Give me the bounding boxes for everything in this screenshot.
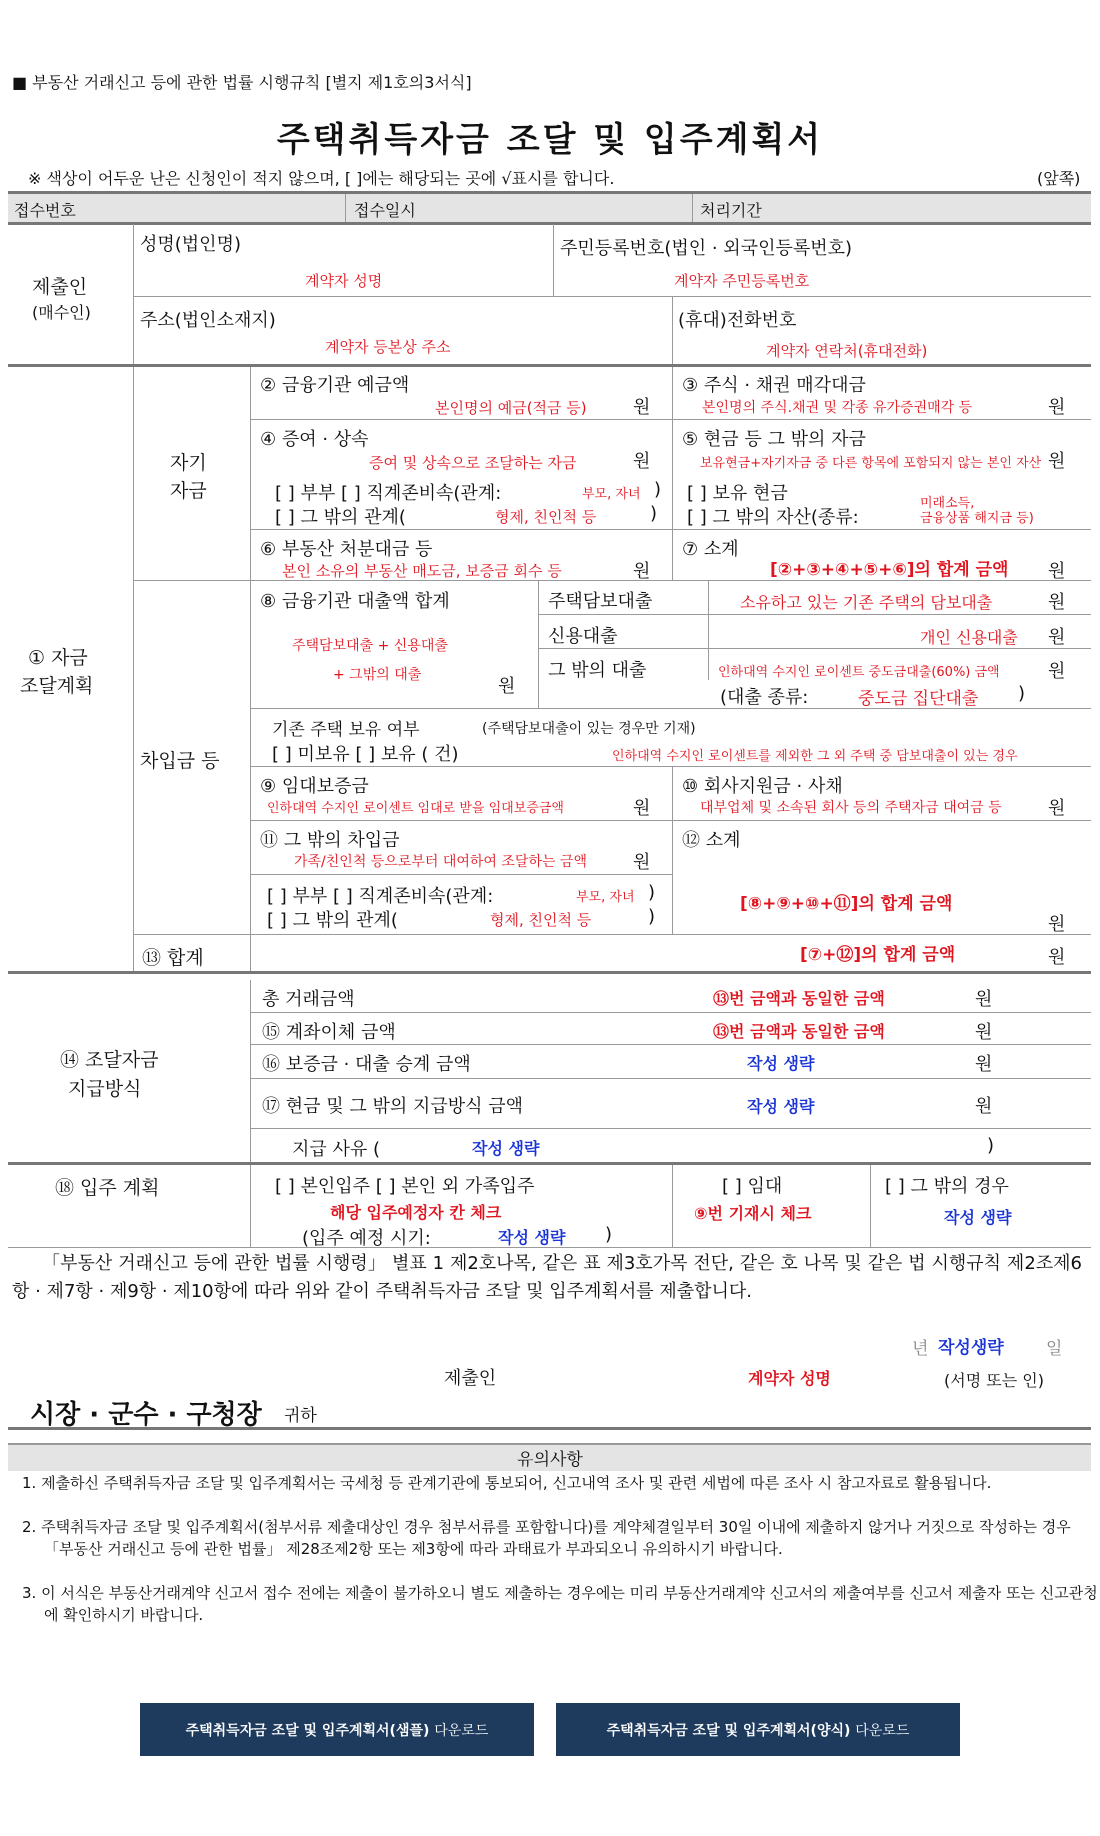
other-loan-label: 그 밖의 대출 [548, 660, 647, 681]
gift-won: 원 [633, 451, 651, 472]
other-borrow-label: ⑪ 그 밖의 차입금 [260, 830, 400, 851]
reason-value: 작성 생략 [472, 1139, 540, 1158]
other-borrow-won: 원 [633, 852, 651, 873]
other-loan-value: 인하대역 수지인 로이센트 중도금대출(60%) 금액 [718, 665, 1000, 680]
phone-label: (휴대)전화번호 [678, 310, 797, 331]
lease-won: 원 [633, 798, 651, 819]
loan-won: 원 [498, 676, 516, 697]
borrow-subtotal-won: 원 [1048, 914, 1066, 935]
gift-value: 증여 및 상속으로 조달하는 자금 [369, 454, 577, 472]
payment-section-label-2: 지급방식 [68, 1078, 142, 1100]
receipt-number-label: 접수번호 [14, 201, 76, 220]
submitter-value: 계약자 성명 [748, 1369, 831, 1388]
funding-section-label-2: 조달계획 [20, 675, 94, 697]
page-side: (앞쪽) [1037, 169, 1081, 188]
instruction: ※ 색상이 어두운 난은 신청인이 적지 않으며, [ ]에는 해당되는 곳에 √표시를 합니다. [28, 169, 615, 188]
total-trade-won: 원 [975, 989, 993, 1010]
borrow-relation-1-value: 부모, 자녀 [576, 890, 635, 905]
receipt-row [8, 194, 1091, 222]
cash-own-option: [ ] 보유 현금 [687, 483, 788, 504]
loan-type-value: 중도금 집단대출 [858, 689, 979, 709]
processing-period-label: 처리기간 [700, 201, 762, 220]
deposit-assume-value: 작성 생략 [747, 1054, 815, 1073]
own-subtotal-value: [②+③+④+⑤+⑥]의 합계 금액 [770, 560, 1009, 580]
move-in-section-label: ⑱ 입주 계획 [55, 1177, 160, 1199]
move-date-label: (입주 예정 시기: [302, 1228, 431, 1249]
download-form-suffix: 다운로드 [855, 1722, 910, 1739]
loan-value-1: 주택담보대출 + 신용대출 [292, 638, 448, 654]
move-in-self-option: [ ] 본인입주 [ ] 본인 외 가족입주 [275, 1176, 535, 1197]
legal-basis: ■ 부동산 거래신고 등에 관한 법률 시행규칙 [별지 제1호의3서식] [12, 73, 472, 92]
move-in-other-option: [ ] 그 밖의 경우 [885, 1176, 1009, 1197]
download-sample-button[interactable] [140, 1703, 534, 1756]
borrow-relation-2-value: 형제, 친인척 등 [490, 911, 592, 929]
cash-value: 보유현금+자기자금 중 다른 항목에 포함되지 않는 본인 자산 [700, 456, 1042, 471]
declaration-text: 「부동산 거래신고 등에 관한 법률 시행령」 별표 1 제2호나목, 같은 표 제3호가목 전단, 같은 호 나목 및 같은 법 시행규칙 제2조제6항 · 제7항 · 제9항 · 제10항에 따라 위와 같이 주택취득자금 조달 및 입주계획서를 제출합니다. [12, 1253, 1082, 1302]
download-sample-label: 주택취득자금 조달 및 입주계획서(샘플) [185, 1722, 430, 1739]
cash-other-value-1: 미래소득, [920, 496, 975, 511]
submitter-label: 제출인 [444, 1368, 497, 1389]
recipient: 시장 · 군수 · 구청장 [30, 1400, 262, 1430]
gift-relation-2-value: 형제, 친인척 등 [495, 508, 597, 526]
total-trade-value: ⑬번 금액과 동일한 금액 [713, 989, 885, 1008]
existing-house-note: (주택담보대출이 있는 경우만 기재) [482, 721, 696, 737]
address-value: 계약자 등본상 주소 [325, 338, 451, 356]
date-value: 작성생략 [938, 1338, 1004, 1358]
download-sample-suffix: 다운로드 [434, 1722, 489, 1739]
cash-won: 원 [1048, 451, 1066, 472]
notes-title: 유의사항 [517, 1450, 583, 1470]
name-value: 계약자 성명 [305, 272, 383, 290]
existing-house-label: 기존 주택 보유 여부 [272, 720, 420, 740]
mortgage-label: 주택담보대출 [548, 591, 653, 612]
recipient-suffix: 귀하 [284, 1406, 317, 1426]
note-item-3: 3. 이 서식은 부동산거래계약 신고서 접수 전에는 제출이 불가하오니 별도 제출하는 경우에는 미리 부동산거래계약 신고서의 제출여부를 신고서 제출자 또는 신고관청에 확인하시기 바랍니다. [22, 1584, 1098, 1624]
gift-label: ④ 증여 · 상속 [260, 429, 369, 450]
move-in-lease-value: ⑨번 기재시 체크 [694, 1204, 812, 1223]
property-won: 원 [633, 561, 651, 582]
borrow-relation-2: [ ] 그 밖의 관계( [267, 910, 398, 931]
receipt-date-label: 접수일시 [354, 201, 416, 220]
borrow-relation-1-close: ) [648, 882, 656, 903]
note-item-2: 2. 주택취득자금 조달 및 입주계획서(첨부서류 제출대상인 경우 첨부서류를 포함합니다)를 계약체결일부터 30일 이내에 제출하지 않거나 거짓으로 작성하는 경우 「부동산 거래신고 등에 관한 법률」 제28조제2항 또는 제3항에 따라 과태료가 부과되오니 유의하시기 바랍니다. [22, 1518, 1071, 1558]
move-in-self-value: 해당 입주예정자 칸 체크 [330, 1203, 502, 1222]
loan-label: ⑧ 금융기관 대출액 합계 [260, 591, 450, 612]
deposit-assume-label: ⑯ 보증금 · 대출 승계 금액 [262, 1054, 471, 1075]
note-item-1: 1. 제출하신 주택취득자금 조달 및 입주계획서는 국세청 등 관계기관에 통보되어, 신고내역 조사 및 관련 세법에 따른 조사 시 참고자료로 활용됩니다. [22, 1474, 992, 1492]
reason-label: 지급 사유 ( [292, 1139, 381, 1160]
credit-label: 신용대출 [548, 626, 618, 647]
download-form-button[interactable] [556, 1703, 960, 1756]
cash-label: ⑤ 현금 등 그 밖의 자금 [682, 429, 866, 450]
cash-other-method-won: 원 [975, 1096, 993, 1117]
name-label: 성명(법인명) [140, 234, 241, 255]
gift-relation-1-close: ) [654, 479, 662, 500]
total-trade-label: 총 거래금액 [262, 989, 355, 1010]
gift-relation-2: [ ] 그 밖의 관계( [275, 507, 406, 528]
existing-house-options: [ ] 미보유 [ ] 보유 ( 건) [272, 744, 459, 765]
move-date-value: 작성 생략 [498, 1228, 566, 1247]
credit-value: 개인 신용대출 [920, 628, 1018, 647]
total-value: [⑦+⑫]의 합계 금액 [800, 945, 956, 965]
other-borrow-value: 가족/친인척 등으로부터 대여하여 조달하는 금액 [294, 854, 587, 870]
borrow-subtotal-label: ⑫ 소계 [682, 830, 741, 851]
total-won: 원 [1048, 947, 1066, 968]
page-title: 주택취득자금 조달 및 입주계획서 [276, 120, 824, 160]
funding-section-label-1: ① 자금 [28, 647, 88, 669]
applicant-section-sub: (매수인) [32, 303, 91, 322]
phone-value: 계약자 연락처(휴대전화) [766, 342, 928, 360]
transfer-label: ⑮ 계좌이체 금액 [262, 1022, 396, 1043]
cash-other-method-value: 작성 생략 [747, 1097, 815, 1116]
loan-type-close: ) [1018, 683, 1026, 704]
own-funds-label-1: 자기 [170, 452, 207, 474]
credit-won: 원 [1048, 627, 1066, 648]
other-loan-won: 원 [1048, 661, 1066, 682]
company-won: 원 [1048, 798, 1066, 819]
stocks-won: 원 [1048, 397, 1066, 418]
total-label: ⑬ 합계 [142, 947, 204, 969]
mortgage-value: 소유하고 있는 기존 주택의 담보대출 [740, 593, 993, 612]
borrow-subtotal-value: [⑧+⑨+⑩+⑪]의 합계 금액 [740, 894, 953, 914]
stocks-label: ③ 주식 · 채권 매각대금 [682, 375, 866, 396]
borrow-relation-2-close: ) [648, 906, 656, 927]
date-day-label: 일 [1046, 1339, 1063, 1359]
deposit-value: 본인명의 예금(적금 등) [435, 399, 587, 417]
stocks-value: 본인명의 주식.채권 및 각종 유가증권매각 등 [702, 400, 973, 416]
id-label: 주민등록번호(법인 · 외국인등록번호) [560, 238, 853, 259]
deposit-assume-won: 원 [975, 1054, 993, 1075]
applicant-section-label: 제출인 [32, 276, 88, 298]
company-label: ⑩ 회사지원금 · 사채 [682, 776, 843, 797]
cash-other-value-2: 금융상품 해지금 등) [920, 511, 1034, 526]
date-year-label: 년 [912, 1339, 929, 1359]
own-funds-label-2: 자금 [170, 480, 207, 502]
own-subtotal-label: ⑦ 소계 [682, 539, 739, 560]
deposit-won: 원 [633, 397, 651, 418]
transfer-won: 원 [975, 1022, 993, 1043]
gift-relation-2-close: ) [650, 503, 658, 524]
existing-house-value: 인하대역 수지인 로이센트를 제외한 그 외 주택 중 담보대출이 있는 경우 [612, 749, 1018, 764]
sign-label: (서명 또는 인) [944, 1371, 1044, 1390]
borrow-label: 차입금 등 [140, 750, 220, 772]
download-form-label: 주택취득자금 조달 및 입주계획서(양식) [606, 1722, 851, 1739]
borrow-relation-1: [ ] 부부 [ ] 직계존비속(관계: [267, 886, 494, 907]
move-in-lease-option: [ ] 임대 [722, 1176, 783, 1197]
lease-label: ⑨ 임대보증금 [260, 776, 369, 797]
loan-type-label: (대출 종류: [720, 687, 809, 708]
address-label: 주소(법인소재지) [140, 310, 276, 331]
loan-value-2: + 그밖의 대출 [333, 667, 422, 683]
gift-relation-1: [ ] 부부 [ ] 직계존비속(관계: [275, 483, 502, 504]
mortgage-won: 원 [1048, 592, 1066, 613]
cash-other-option: [ ] 그 밖의 자산(종류: [687, 507, 859, 528]
cash-other-method-label: ⑰ 현금 및 그 밖의 지급방식 금액 [262, 1096, 523, 1117]
transfer-value: ⑬번 금액과 동일한 금액 [713, 1022, 885, 1041]
lease-value: 인하대역 수지인 로이센트 임대로 받을 임대보증금액 [267, 801, 564, 816]
property-label: ⑥ 부동산 처분대금 등 [260, 539, 433, 560]
property-value: 본인 소유의 부동산 매도금, 보증금 회수 등 [282, 562, 562, 580]
move-date-close: ) [605, 1224, 613, 1245]
own-subtotal-won: 원 [1048, 561, 1066, 582]
move-in-other-value: 작성 생략 [944, 1208, 1012, 1227]
reason-close: ) [987, 1135, 995, 1156]
deposit-label: ② 금융기관 예금액 [260, 375, 410, 396]
gift-relation-1-value: 부모, 자녀 [582, 487, 641, 502]
company-value: 대부업체 및 소속된 회사 등의 주택자금 대여금 등 [700, 800, 1002, 816]
payment-section-label-1: ⑭ 조달자금 [60, 1049, 159, 1071]
id-value: 계약자 주민등록번호 [674, 272, 810, 290]
